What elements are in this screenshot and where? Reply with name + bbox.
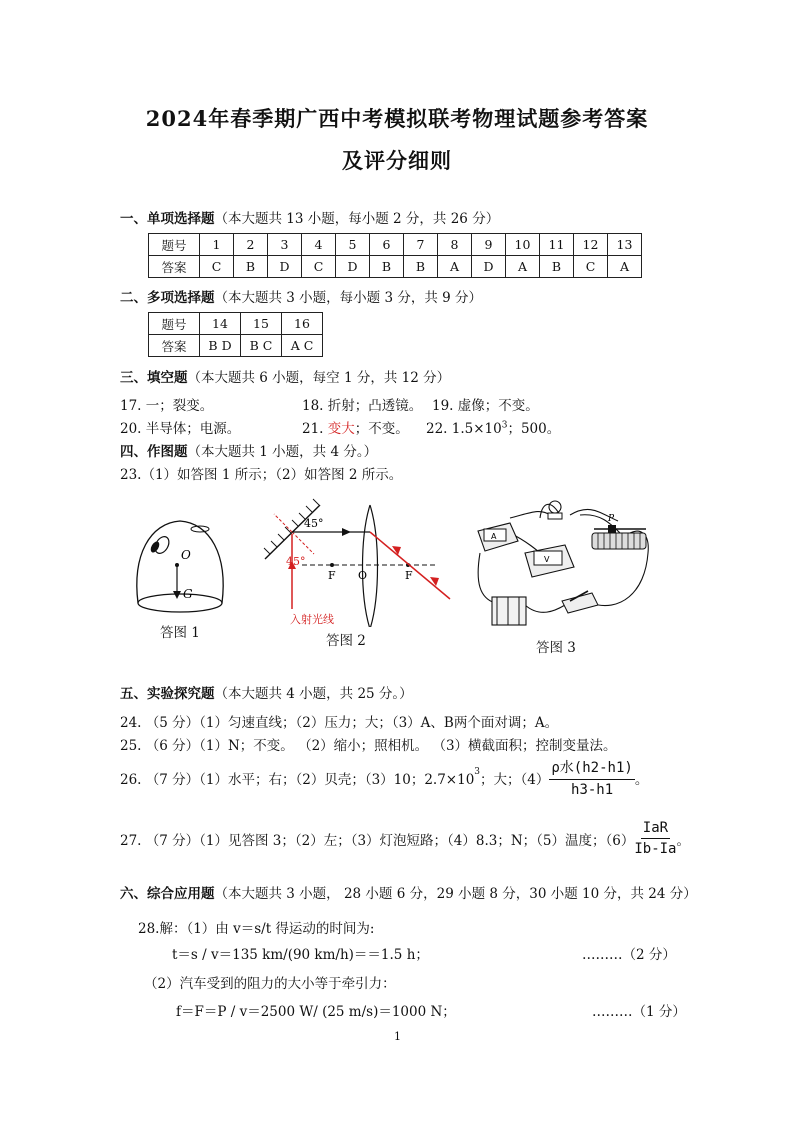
answer-21-number: 21. xyxy=(302,421,328,437)
section-4-heading xyxy=(120,440,377,460)
solution-28-line-3: （2）汽车受到的阻力的大小等于牵引力： xyxy=(144,976,396,992)
label-o: O xyxy=(181,548,191,562)
page-subtitle: 及评分细则 xyxy=(342,148,452,173)
table-cell: 15 xyxy=(241,313,282,335)
focal-label-right: F xyxy=(405,569,413,582)
rheostat-slider-label: P xyxy=(608,514,615,524)
table-cell: 2 xyxy=(234,234,268,256)
table-cell: B D xyxy=(200,335,241,357)
answer-26-exponent: 3 xyxy=(474,767,481,777)
table-cell: C xyxy=(200,256,234,278)
section-2-note: （本大题共 3 小题，每小题 3 分，共 9 分） xyxy=(214,290,483,306)
single-choice-table xyxy=(148,233,642,278)
table-cell: 6 xyxy=(370,234,404,256)
table-cell: 8 xyxy=(438,234,472,256)
table-cell: A xyxy=(438,256,472,278)
answer-26-mid: ；大；（4） xyxy=(480,771,550,788)
figure-2-caption: 答图 2 xyxy=(326,633,366,649)
answer-17: 17. 一；裂变。 xyxy=(120,398,214,414)
solution-28-score-2: ………（1 分） xyxy=(592,1004,686,1020)
label-g: G xyxy=(183,587,193,601)
section-2-title: 二、多项选择题 xyxy=(120,290,215,306)
answer-22-exponent: 3 xyxy=(501,420,508,431)
answer-22-value: 22. 1.5×10 xyxy=(426,421,502,437)
svg-text:V: V xyxy=(544,555,550,564)
table-cell: 3 xyxy=(268,234,302,256)
focal-label-left: F xyxy=(328,569,336,582)
angle-label-bottom: 45° xyxy=(286,555,306,568)
table-cell: 10 xyxy=(506,234,540,256)
table-cell: 12 xyxy=(574,234,608,256)
section-6-heading xyxy=(120,882,697,902)
table-row xyxy=(149,256,642,278)
table-row xyxy=(149,234,642,256)
answer-27-end: 。 xyxy=(676,832,690,849)
answer-19: 19. 虚像；不变。 xyxy=(432,398,539,414)
answer-26-denominator: h3-h1 xyxy=(571,782,614,798)
answer-22 xyxy=(426,417,560,437)
table-cell: 5 xyxy=(336,234,370,256)
section-6-title: 六、综合应用题 xyxy=(120,886,215,902)
answer-27-denominator: Ib-Ia xyxy=(634,841,677,857)
table-cell: 4 xyxy=(302,234,336,256)
answer-21 xyxy=(302,417,409,437)
svg-text:A: A xyxy=(491,532,497,541)
table-row xyxy=(149,313,323,335)
table-cell: 7 xyxy=(404,234,438,256)
solution-28-line-4: f＝F＝P / v＝2500 W/ (25 m/s)＝1000 N； xyxy=(176,1004,456,1020)
table-cell: 题号 xyxy=(149,313,200,335)
section-2-heading xyxy=(120,286,482,306)
answer-26-end: 。 xyxy=(634,771,649,788)
section-6-note: （本大题共 3 小题， 28 小题 6 分，29 小题 8 分，30 小题 10 分，共 24 分） xyxy=(214,886,697,902)
table-row xyxy=(149,335,323,357)
section-1-heading xyxy=(120,207,499,227)
answer-27-text: 27. （7 分）（1）见答图 3；（2）左；（3）灯泡短路；（4）8.3；N；（5）温度；（6） xyxy=(120,832,635,849)
figure-1-caption: 答图 1 xyxy=(160,625,200,641)
table-cell: D xyxy=(472,256,506,278)
figure-1-shell-diagram xyxy=(130,515,230,615)
table-cell: C xyxy=(574,256,608,278)
table-cell: A xyxy=(608,256,642,278)
optical-center-label: O xyxy=(358,569,368,582)
section-1-title: 一、单项选择题 xyxy=(120,211,215,227)
page-number: 1 xyxy=(394,1030,401,1043)
incident-ray-label: 入射光线 xyxy=(290,613,334,626)
table-cell: 9 xyxy=(472,234,506,256)
table-cell: 答案 xyxy=(149,256,200,278)
answer-21-rest: ；不变。 xyxy=(354,421,409,437)
answer-18: 18. 折射；凸透镜。 xyxy=(302,398,423,414)
section-3-title: 三、填空题 xyxy=(120,370,188,386)
answer-27-fraction xyxy=(634,820,676,857)
answer-25: 25. （6 分）（1）N；不变。 （2）缩小；照相机。 （3）横截面积；控制变量法。 xyxy=(120,738,617,754)
table-cell: 11 xyxy=(540,234,574,256)
answer-22-rest: ；500。 xyxy=(507,421,561,437)
table-cell: 16 xyxy=(282,313,323,335)
table-cell: 答案 xyxy=(149,335,200,357)
table-cell: B xyxy=(540,256,574,278)
table-cell: B xyxy=(370,256,404,278)
solution-28-score-1: ………（2 分） xyxy=(582,947,676,963)
table-cell: 14 xyxy=(200,313,241,335)
section-5-title: 五、实验探究题 xyxy=(120,686,215,702)
answer-26-numerator: ρ水(h2-h1) xyxy=(549,757,634,780)
section-3-note: （本大题共 6 小题，每空 1 分，共 12 分） xyxy=(187,370,451,386)
table-cell: 题号 xyxy=(149,234,200,256)
answer-23: 23.（1）如答图 1 所示；（2）如答图 2 所示。 xyxy=(120,467,403,483)
page-title: 2024年春季期广西中考模拟联考物理试题参考答案 xyxy=(145,106,649,131)
figure-3-circuit-diagram xyxy=(470,493,670,633)
answer-27-numerator: IaR xyxy=(641,820,670,839)
answer-27 xyxy=(120,820,690,857)
angle-label-top: 45° xyxy=(304,517,324,530)
table-cell: C xyxy=(302,256,336,278)
section-4-title: 四、作图题 xyxy=(120,444,188,460)
table-cell: A C xyxy=(282,335,323,357)
section-5-note: （本大题共 4 小题，共 25 分。） xyxy=(214,686,413,702)
section-4-note: （本大题共 1 小题，共 4 分。） xyxy=(187,444,378,460)
answer-26-text: 26. （7 分）（1）水平；右；（2）贝壳；（3）10；2.7×10 xyxy=(120,771,475,788)
section-3-heading xyxy=(120,366,450,386)
table-cell: D xyxy=(336,256,370,278)
table-cell: B C xyxy=(241,335,282,357)
solution-28-line-2: t＝s / v＝135 km/(90 km/h)＝＝1.5 h； xyxy=(172,947,429,963)
section-1-note: （本大题共 13 小题，每小题 2 分，共 26 分） xyxy=(214,211,500,227)
table-cell: B xyxy=(234,256,268,278)
answer-20: 20. 半导体；电源。 xyxy=(120,421,241,437)
answer-24: 24. （5 分）（1）匀速直线；（2）压力；大；（3）A、B两个面对调；A。 xyxy=(120,715,559,731)
table-cell: A xyxy=(506,256,540,278)
table-cell: 13 xyxy=(608,234,642,256)
figure-3-caption: 答图 3 xyxy=(536,640,576,656)
multi-choice-table xyxy=(148,312,323,357)
figure-2-optics-diagram xyxy=(260,497,470,627)
section-5-heading xyxy=(120,682,413,702)
table-cell: D xyxy=(268,256,302,278)
table-cell: 1 xyxy=(200,234,234,256)
table-cell: B xyxy=(404,256,438,278)
answer-21-highlight: 变大 xyxy=(327,421,355,437)
answer-26 xyxy=(120,757,648,798)
solution-28-line-1: 28.解：（1）由 v＝s/t 得运动的时间为: xyxy=(138,921,375,937)
answer-26-fraction xyxy=(549,757,634,798)
